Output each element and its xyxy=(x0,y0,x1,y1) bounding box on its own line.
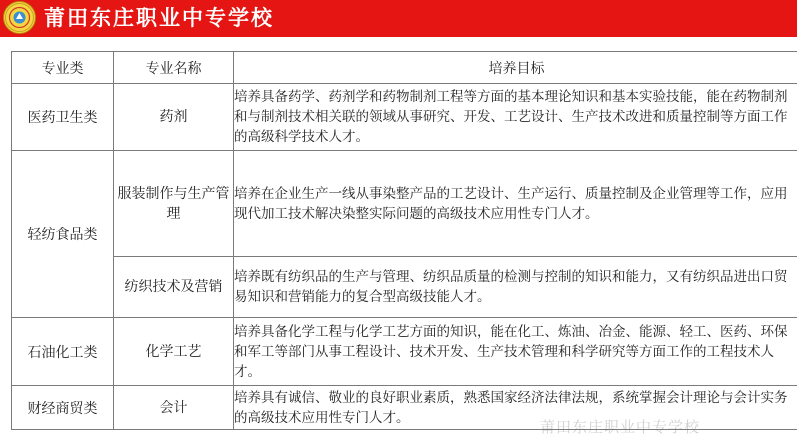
table-header-row xyxy=(12,52,797,84)
column-header-major: 专业名称 xyxy=(114,52,234,84)
major-name-cell: 服装制作与生产管理 xyxy=(114,151,234,257)
major-name-cell: 会计 xyxy=(114,386,234,430)
school-name: 莆田东庄职业中专学校 xyxy=(44,4,274,32)
column-header-goal: 培养目标 xyxy=(234,52,797,84)
major-name-cell: 纺织技术及营销 xyxy=(114,257,234,318)
goal-cell: 培养具有诚信、敬业的良好职业素质，熟悉国家经济法律法规，系统掌握会计理论与会计实务的高级技术应用性专门人才。 xyxy=(234,386,797,430)
major-name-cell: 化学工艺 xyxy=(114,318,234,386)
school-emblem-icon xyxy=(3,1,36,34)
table-row xyxy=(12,151,797,257)
category-cell: 医药卫生类 xyxy=(12,84,114,151)
page-header xyxy=(0,0,797,37)
category-cell: 轻纺食品类 xyxy=(12,151,114,318)
goal-cell: 培养既有纺织品的生产与管理、纺织品质量的检测与控制的知识和能力，又有纺织品进出口贸易知识和营销能力的复合型高级技能人才。 xyxy=(234,257,797,318)
goal-cell: 培养具备化学工程与化学工艺方面的知识，能在化工、炼油、冶金、能源、轻工、医药、环保和军工等部门从事工程设计、技术开发、生产技术管理和科学研究等方面工作的工程技术人才。 xyxy=(234,318,797,386)
table-row xyxy=(12,318,797,386)
major-name-cell: 药剂 xyxy=(114,84,234,151)
majors-table xyxy=(11,51,797,430)
table-row xyxy=(12,257,797,318)
table-row xyxy=(12,84,797,151)
goal-cell: 培养在企业生产一线从事染整产品的工艺设计、生产运行、质量控制及企业管理等工作，应用现代加工技术解决染整实际问题的高级技术应用性专门人才。 xyxy=(234,151,797,257)
watermark: 莆田东庄职业中专学校 xyxy=(540,416,700,437)
goal-cell: 培养具备药学、药剂学和药物制剂工程等方面的基本理论知识和基本实验技能，能在药物制剂和与制剂技术相关联的领域从事研究、开发、工艺设计、生产技术改进和质量控制等方面工作的高级科学技术人才。 xyxy=(234,84,797,151)
category-cell: 石油化工类 xyxy=(12,318,114,386)
column-header-category: 专业类 xyxy=(12,52,114,84)
category-cell: 财经商贸类 xyxy=(12,386,114,430)
